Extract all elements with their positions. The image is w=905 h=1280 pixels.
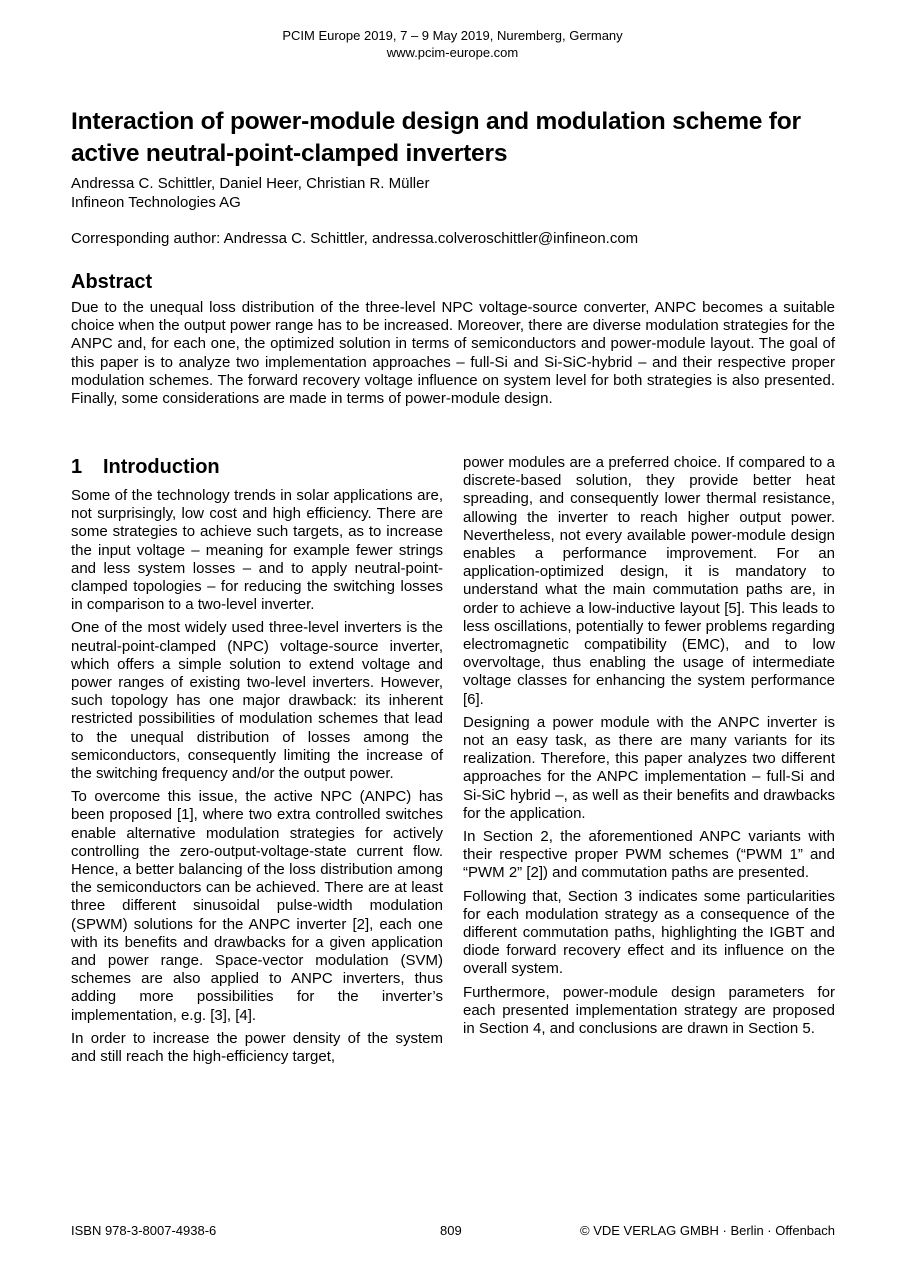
section-number: 1 xyxy=(71,456,83,478)
body-paragraph: power modules are a preferred choice. If compared to a discrete-based solution, they provide better heat spreading, and consequently lower thermal resistance, allowing the inverter to reach higher output power. Nevertheless, not every available power-module design enables a performance improvement. For an application-optimized design, it is mandatory to understand what the main commutation paths are, in order to achieve a low-inductive layout [5]. This leads to less oscillations, potentially to fewer problems regarding electromagnetic compatibility (EMC), and to low overvoltage, thus enabling the usage of intermediate voltage classes for enhancing the system performance [6]. xyxy=(463,454,835,708)
section-title: Introduction xyxy=(103,456,220,478)
abstract-text: Due to the unequal loss distribution of the three-level NPC voltage-source converter, ANPC becomes a suitable choice when the output power range has to be increased. Moreover, there are diverse modulation strategies for the ANPC and, for each one, the optimized solution in terms of semiconductors and power-module layout. The goal of this paper is to analyze two implementation approaches – full-Si and Si-SiC-hybrid – and their respective proper modulation schemes. The forward recovery voltage influence on system level for both strategies is also presented. Finally, some considerations are made in terms of power-module design. xyxy=(71,299,835,408)
author-affiliation: Infineon Technologies AG xyxy=(71,194,241,211)
author-names: Andressa C. Schittler, Daniel Heer, Christian R. Müller xyxy=(71,175,430,192)
corresponding-author: Corresponding author: Andressa C. Schittler, andressa.colveroschittler@infineon.com xyxy=(71,230,639,247)
body-paragraph: Some of the technology trends in solar applications are, not surprisingly, low cost and high efficiency. There are some strategies to achieve such targets, as to increase the input voltage – meaning for example fewer strings and less system losses – and to apply neutral-point-clamped topologies – for reducing the switching losses in comparison to a two-level inverter. xyxy=(71,487,443,614)
page-number: 809 xyxy=(440,1223,462,1238)
body-paragraph: Following that, Section 3 indicates some particularities for each modulation strategy as a consequence of the different commutation paths, highlighting the IGBT and diode forward recovery effect and its influence on the overall system. xyxy=(463,887,835,978)
body-paragraph: In order to increase the power density of the system and still reach the high-efficiency target, xyxy=(71,1029,443,1066)
body-paragraph: Furthermore, power-module design parameters for each presented implementation strategy are proposed in Section 4, and conclusions are drawn in Section 5. xyxy=(463,983,835,1038)
footer-publisher: © VDE VERLAG GMBH · Berlin · Offenbach xyxy=(580,1223,835,1238)
author-block xyxy=(71,174,836,212)
abstract-heading: Abstract xyxy=(71,271,153,293)
body-paragraph: Designing a power module with the ANPC inverter is not an easy task, as there are many variants for its realization. Therefore, this paper analyzes two different approaches for the ANPC implementation – full-Si and Si-SiC hybrid –, as well as their benefits and drawbacks for the application. xyxy=(463,713,835,822)
left-column xyxy=(71,452,443,1071)
paper-title: Interaction of power-module design and modulation scheme for active neutral-point-clamped inverters xyxy=(71,108,801,167)
body-paragraph: In Section 2, the aforementioned ANPC variants with their respective proper PWM schemes (“PWM 1” and “PWM 2” [2]) and commutation paths are presented. xyxy=(463,828,835,882)
conference-line: PCIM Europe 2019, 7 – 9 May 2019, Nuremberg, Germany xyxy=(282,28,623,43)
footer-isbn: ISBN 978-3-8007-4938-6 xyxy=(71,1223,217,1238)
page-header xyxy=(0,27,905,61)
section-heading-introduction xyxy=(71,455,443,479)
body-paragraph: To overcome this issue, the active NPC (ANPC) has been proposed [1], where two extra controlled switches enable alternative modulation strategies for actively controlling the zero-output-voltage-state current flow. Hence, a better balancing of the loss distribution among the semiconductors can be achieved. There are at least three different sinusoidal pulse-width modulation (SPWM) solutions for the ANPC inverter [2], each one with its benefits and drawbacks for a given application and power range. Space-vector modulation (SVM) schemes are also applied to ANPC inverters, thus adding more possibilities for the inverter’s implementation, e.g. [3], [4]. xyxy=(71,788,443,1024)
body-paragraph: One of the most widely used three-level inverters is the neutral-point-clamped (NPC) voltage-source inverter, which offers a simple solution to extend voltage and power ranges of existing two-level inverters. However, such topology has one major drawback: its inherent restricted possibilities of modulation schemes that lead to the unequal distribution of losses among the semiconductors, consequently limiting the increase of the switching frequency and/or the output power. xyxy=(71,619,443,783)
conference-website: www.pcim-europe.com xyxy=(386,45,519,60)
right-column xyxy=(463,454,835,1043)
